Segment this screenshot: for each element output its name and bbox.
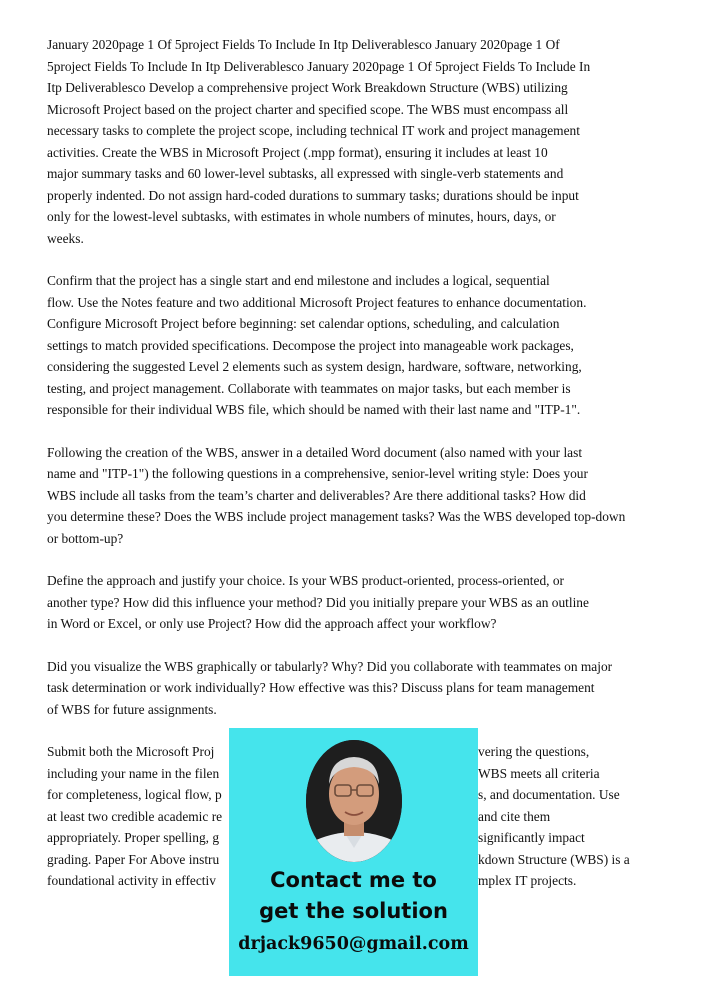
contact-heading: Contact me to (270, 868, 437, 892)
text-line: in Word or Excel, or only use Project? How did the approach affect your workflow? (47, 616, 497, 631)
text-line: Itp Deliverablesco Develop a comprehensive project Work Breakdown Structure (WBS) utilizing (47, 80, 568, 95)
text-line: only for the lowest-level subtasks, with estimates in whole numbers of minutes, hours, days, or (47, 209, 556, 224)
contact-subheading: get the solution (259, 899, 448, 923)
text-line-left: including your name in the filen (47, 766, 220, 781)
text-line: January 2020page 1 Of 5project Fields To Include In Itp Deliverablesco January 2020page 1 Of (47, 37, 560, 52)
text-line: activities. Create the WBS in Microsoft Project (.mpp format), ensuring it includes at least 10 (47, 145, 548, 160)
text-line: Microsoft Project based on the project charter and specified scope. The WBS must encompass all (47, 102, 569, 117)
text-line: Configure Microsoft Project before beginning: set calendar options, scheduling, and calculation (47, 316, 560, 331)
text-line: testing, and project management. Collaborate with teammates on major tasks, but each member is (47, 381, 571, 396)
text-line-left: grading. Paper For Above instru (47, 852, 220, 867)
text-line: properly indented. Do not assign hard-coded durations to summary tasks; durations should be input (47, 188, 579, 203)
text-line-left: appropriately. Proper spelling, g (47, 830, 220, 845)
text-line-right: vering the questions, (478, 744, 590, 759)
text-line: flow. Use the Notes feature and two additional Microsoft Project features to enhance documentation. (47, 295, 587, 310)
text-line: weeks. (47, 231, 84, 246)
text-line: major summary tasks and 60 lower-level subtasks, all expressed with single-verb statements and (47, 166, 564, 181)
text-line: or bottom-up? (47, 531, 124, 546)
text-line-right: kdown Structure (WBS) is a (478, 852, 630, 867)
text-line: Define the approach and justify your choice. Is your WBS product-oriented, process-oriented, or (47, 573, 564, 588)
text-line: settings to match provided specifications. Decompose the project into manageable work packages, (47, 338, 574, 353)
contact-overlay[interactable] (229, 728, 478, 976)
text-line: you determine these? Does the WBS include project management tasks? Was the WBS developed top-down (47, 509, 626, 524)
text-line: responsible for their individual WBS file, which should be named with their last name and "ITP-1". (47, 402, 581, 417)
text-line: Following the creation of the WBS, answer in a detailed Word document (also named with your last (47, 445, 583, 460)
text-line-left: at least two credible academic re (47, 809, 223, 824)
text-line: another type? How did this influence your method? Did you initially prepare your WBS as an outline (47, 595, 589, 610)
text-line: task determination or work individually? How effective was this? Discuss plans for team management (47, 680, 595, 695)
avatar (306, 740, 402, 862)
text-line-left: for completeness, logical flow, p (47, 787, 222, 802)
text-line: of WBS for future assignments. (47, 702, 217, 717)
text-line: WBS include all tasks from the team’s charter and deliverables? Are there additional tasks? How did (47, 488, 586, 503)
text-line-left: Submit both the Microsoft Proj (47, 744, 215, 759)
text-line-right: s, and documentation. Use (478, 787, 620, 802)
text-line: 5project Fields To Include In Itp Deliverablesco January 2020page 1 Of 5project Fields To Include In (47, 59, 591, 74)
text-line-right: significantly impact (478, 830, 585, 845)
text-line: Confirm that the project has a single start and end milestone and includes a logical, sequential (47, 273, 550, 288)
text-line-right: mplex IT projects. (478, 873, 577, 888)
text-line: considering the suggested Level 2 elements such as system design, hardware, software, networking, (47, 359, 582, 374)
text-line: name and "ITP-1") the following questions in a comprehensive, senior-level writing style: Does your (47, 466, 588, 481)
text-line: Did you visualize the WBS graphically or tabularly? Why? Did you collaborate with teammates on major (47, 659, 613, 674)
text-line: necessary tasks to complete the project scope, including technical IT work and project management (47, 123, 580, 138)
text-line-right: WBS meets all criteria (478, 766, 600, 781)
text-line-left: foundational activity in effectiv (47, 873, 216, 888)
text-line-right: and cite them (478, 809, 551, 824)
contact-email[interactable]: drjack9650@gmail.com (238, 934, 469, 954)
